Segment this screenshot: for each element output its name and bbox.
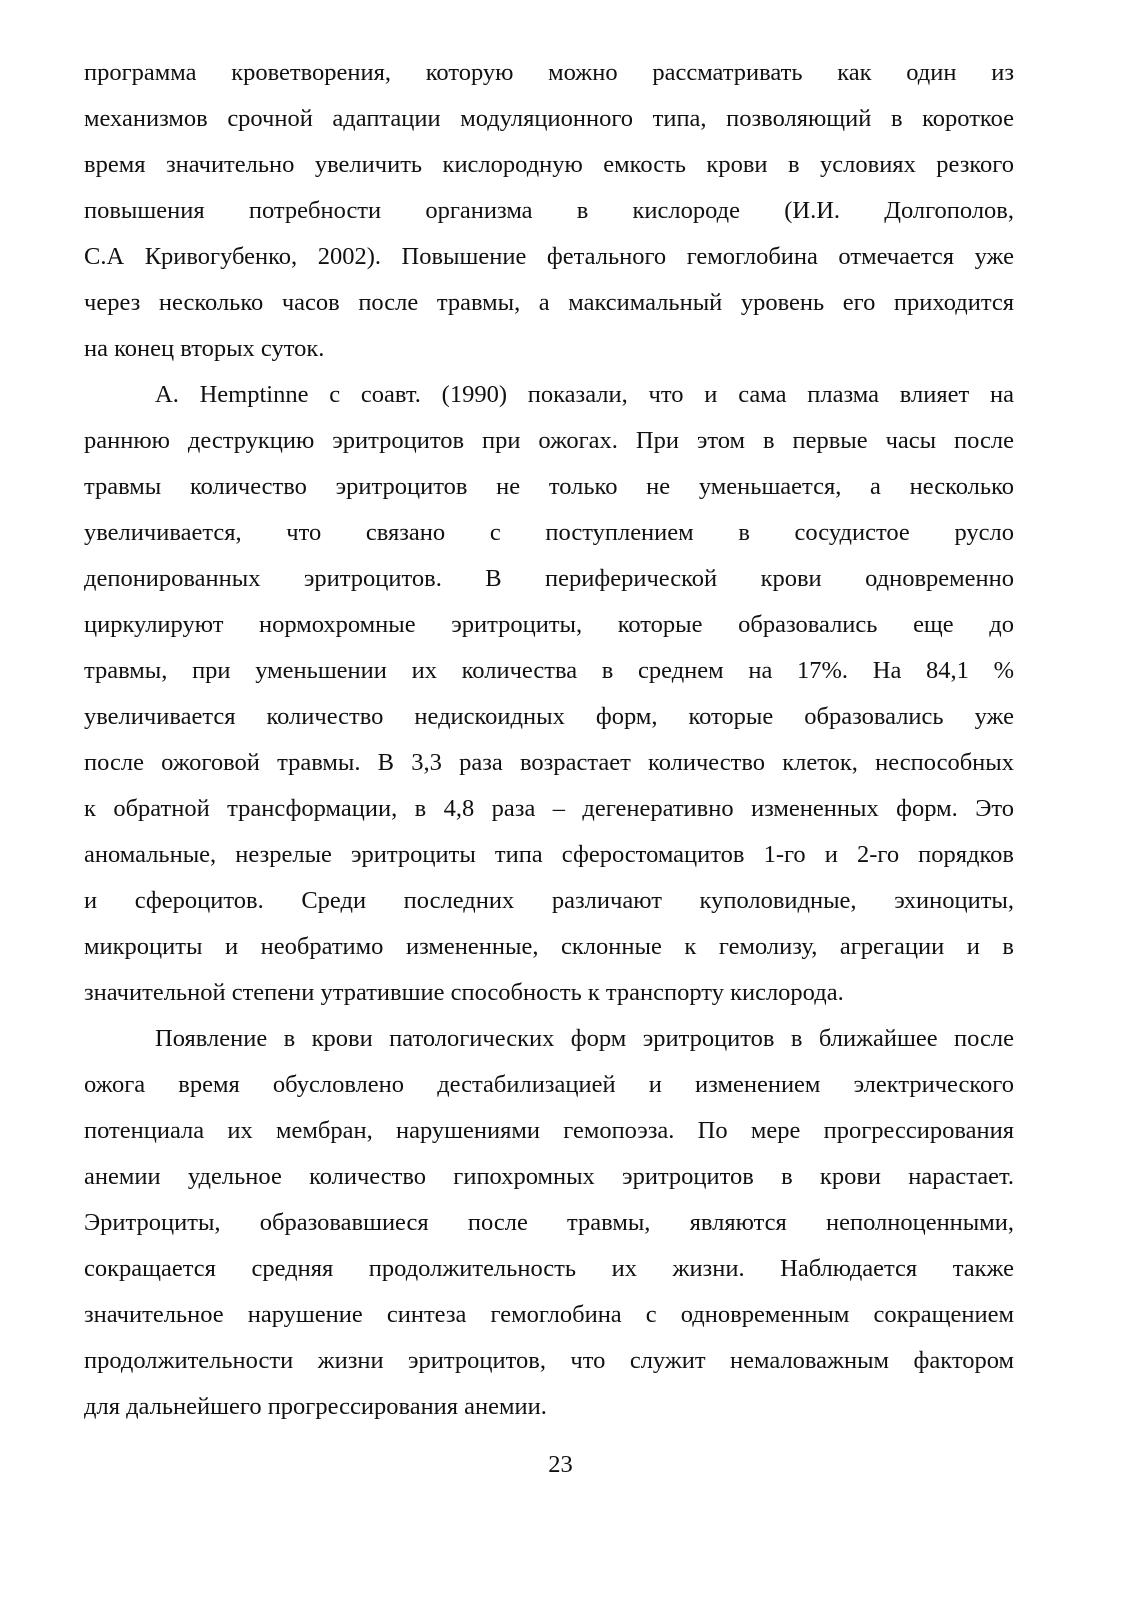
text-line: продолжительности жизни эритроцитов, что служит немаловажным фактором [84,1347,1014,1374]
text-line: для дальнейшего прогрессирования анемии. [84,1393,547,1420]
text-line: механизмов срочной адаптации модуляционного типа, позволяющий в короткое [84,105,1014,132]
text-line: травмы, при уменьшении их количества в среднем на 17%. На 84,1 % [84,657,1014,684]
text-line: значительной степени утратившие способность к транспорту кислорода. [84,979,844,1006]
text-line: Эритроциты, образовавшиеся после травмы, являются неполноценными, [84,1209,1014,1236]
text-line: время значительно увеличить кислородную емкость крови в условиях резкого [84,151,1014,178]
text-line: аномальные, незрелые эритроциты типа сферостомацитов 1-го и 2-го порядков [84,841,1014,868]
text-line: к обратной трансформации, в 4,8 раза – дегенеративно измененных форм. Это [84,795,1014,822]
text-line: после ожоговой травмы. В 3,3 раза возрастает количество клеток, неспособных [84,749,1014,776]
text-line: программа кроветворения, которую можно рассматривать как один из [84,59,1014,86]
text-line: и сфероцитов. Среди последних различают куполовидные, эхиноциты, [84,887,1014,914]
text-line: повышения потребности организма в кислороде (И.И. Долгополов, [84,197,1014,224]
text-line: ожога время обусловлено дестабилизацией и изменением электрического [84,1071,1014,1098]
text-line: Появление в крови патологических форм эритроцитов в ближайшее после [155,1025,1014,1052]
text-line: микроциты и необратимо измененные, склонные к гемолизу, агрегации и в [84,933,1014,960]
text-line: A. Hemptinne с соавт. (1990) показали, что и сама плазма влияет на [155,381,1014,408]
text-line: на конец вторых суток. [84,335,325,362]
text-line: потенциала их мембран, нарушениями гемопоэза. По мере прогрессирования [84,1117,1014,1144]
text-line: значительное нарушение синтеза гемоглобина с одновременным сокращением [84,1301,1014,1328]
text-line: увеличивается количество недискоидных форм, которые образовались уже [84,703,1014,730]
text-line: анемии удельное количество гипохромных эритроцитов в крови нарастает. [84,1163,1014,1190]
text-line: травмы количество эритроцитов не только не уменьшается, а несколько [84,473,1014,500]
text-line: циркулируют нормохромные эритроциты, которые образовались еще до [84,611,1014,638]
text-line: депонированных эритроцитов. В периферической крови одновременно [84,565,1014,592]
text-line: сокращается средняя продолжительность их жизни. Наблюдается также [84,1255,1014,1282]
text-line: увеличивается, что связано с поступлением в сосудистое русло [84,519,1014,546]
text-line: раннюю деструкцию эритроцитов при ожогах. При этом в первые часы после [84,427,1014,454]
text-line: С.А Кривогубенко, 2002). Повышение фетального гемоглобина отмечается уже [84,243,1014,270]
page-number: 23 [548,1451,573,1478]
text-line: через несколько часов после травмы, а максимальный уровень его приходится [84,289,1014,316]
